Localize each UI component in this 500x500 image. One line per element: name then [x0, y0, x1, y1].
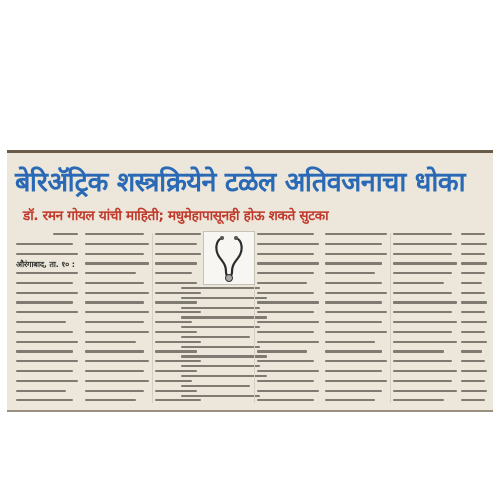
- dateline: औरंगाबाद, ता. १० :: [16, 260, 75, 269]
- text-column-7: [461, 233, 487, 405]
- newspaper-clipping: [7, 150, 493, 412]
- text-column-2: [85, 233, 149, 405]
- headline: बेरिॲट्रिक शस्त्रक्रियेने टळेल अतिवजनाचा धोका: [15, 167, 466, 198]
- text-column-4: [257, 233, 319, 405]
- column-divider: [390, 233, 391, 403]
- text-column-6: [393, 233, 457, 405]
- column-divider: [152, 233, 153, 403]
- text-column-5: [325, 233, 387, 405]
- stethoscope-photo: [203, 231, 255, 285]
- stethoscope-icon: [204, 232, 254, 284]
- subheadline: डॉ. रमन गोयल यांची माहिती; मधुमेहापासूनही होऊ शकते सुटका: [23, 208, 329, 224]
